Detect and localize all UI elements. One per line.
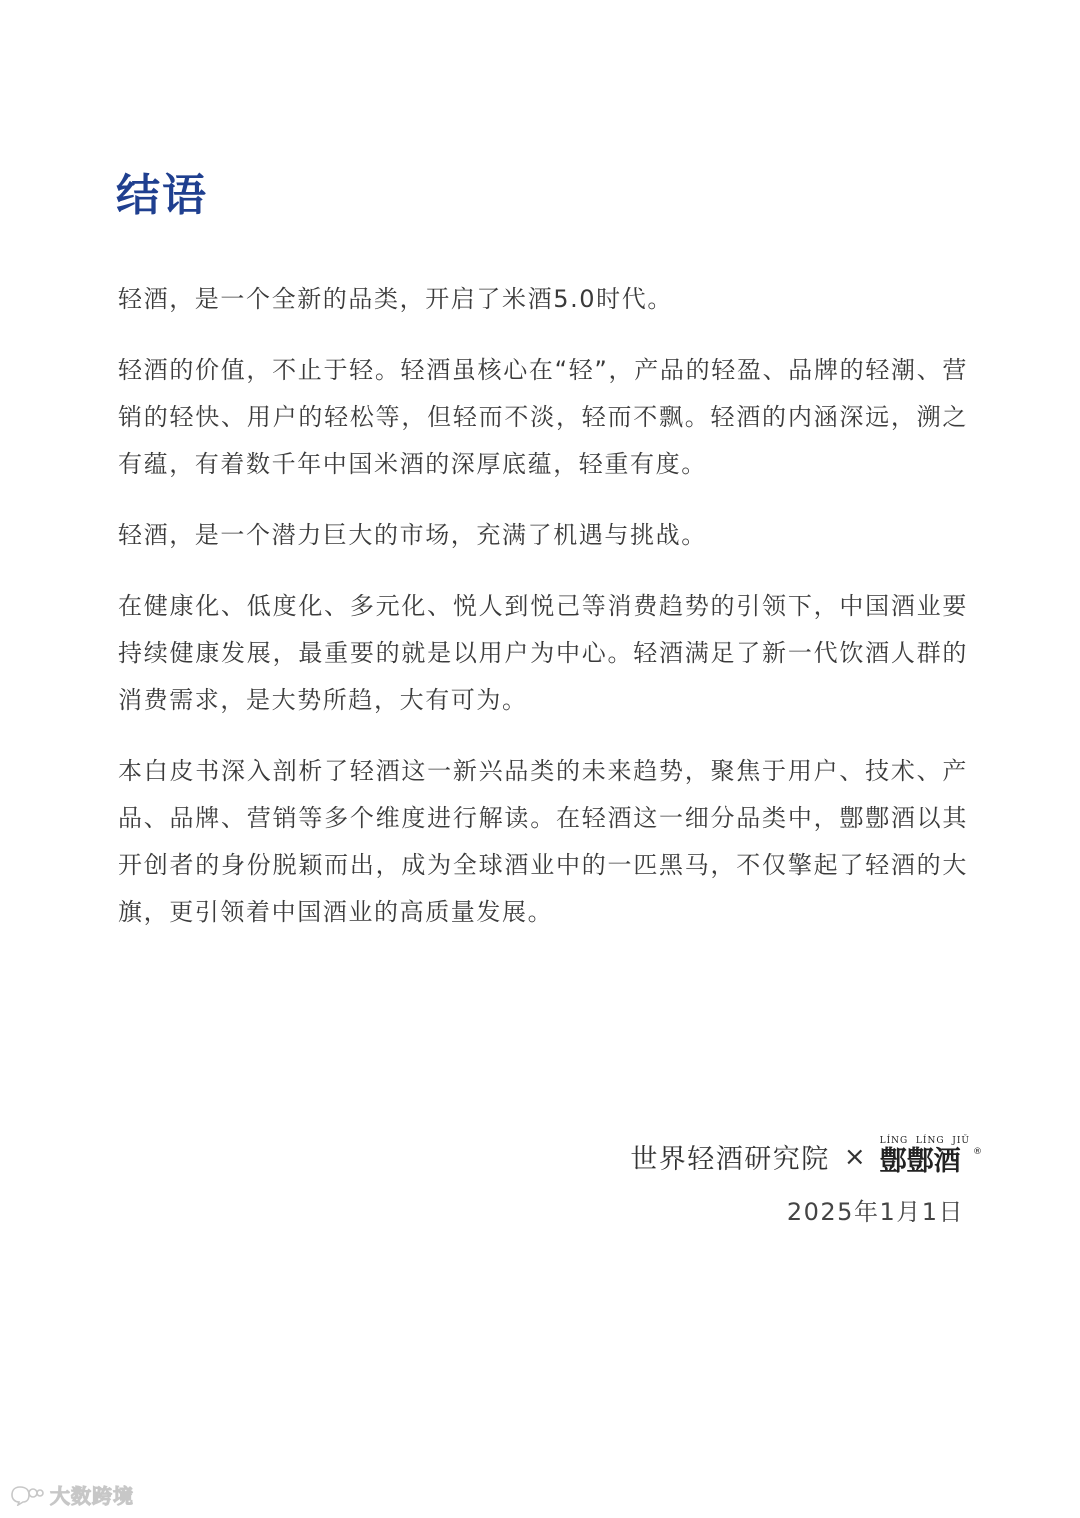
- body-text: [118, 276, 968, 960]
- chat-bubble-icon: [10, 1484, 44, 1506]
- watermark-text: 大数跨境: [50, 1484, 134, 1508]
- brand-name: 鄷鄷酒: [879, 1146, 961, 1177]
- paragraph: 轻酒，是一个全新的品类，开启了米酒5.0时代。: [118, 285, 673, 313]
- brand-pinyin: LÍNG LÍNG JIǓ: [879, 1136, 970, 1146]
- paragraph: 轻酒的价值，不止于轻。轻酒虽核心在“轻”，产品的轻盈、品牌的轻潮、营销的轻快、用户的轻松等，但轻而不淡，轻而不飘。轻酒的内涵深远，溯之有蕴，有着数千年中国米酒的深厚底蕴，轻重有度。: [118, 356, 968, 478]
- collaboration-mark: ×: [843, 1141, 866, 1172]
- page-title: 结语: [116, 170, 208, 221]
- brand-logo: [879, 1136, 982, 1177]
- publication-date: 2025年1月1日: [786, 1198, 964, 1226]
- organization-name: 世界轻酒研究院: [630, 1144, 830, 1175]
- paragraph: 在健康化、低度化、多元化、悦人到悦己等消费趋势的引领下，中国酒业要持续健康发展，最重要的就是以用户为中心。轻酒满足了新一代饮酒人群的消费需求，是大势所趋，大有可为。: [118, 592, 968, 714]
- registered-mark: ®: [973, 1147, 982, 1157]
- paragraph: 本白皮书深入剖析了轻酒这一新兴品类的未来趋势，聚焦于用户、技术、产品、品牌、营销等多个维度进行解读。在轻酒这一细分品类中，鄷鄷酒以其开创者的身份脱颖而出，成为全球酒业中的一匹黑马，不仅擎起了轻酒的大旗，更引领着中国酒业的高质量发展。: [118, 757, 968, 926]
- watermark: [10, 1480, 134, 1509]
- paragraph: 轻酒，是一个潜力巨大的市场，充满了机遇与挑战。: [118, 521, 707, 549]
- signature-line: [630, 1136, 982, 1177]
